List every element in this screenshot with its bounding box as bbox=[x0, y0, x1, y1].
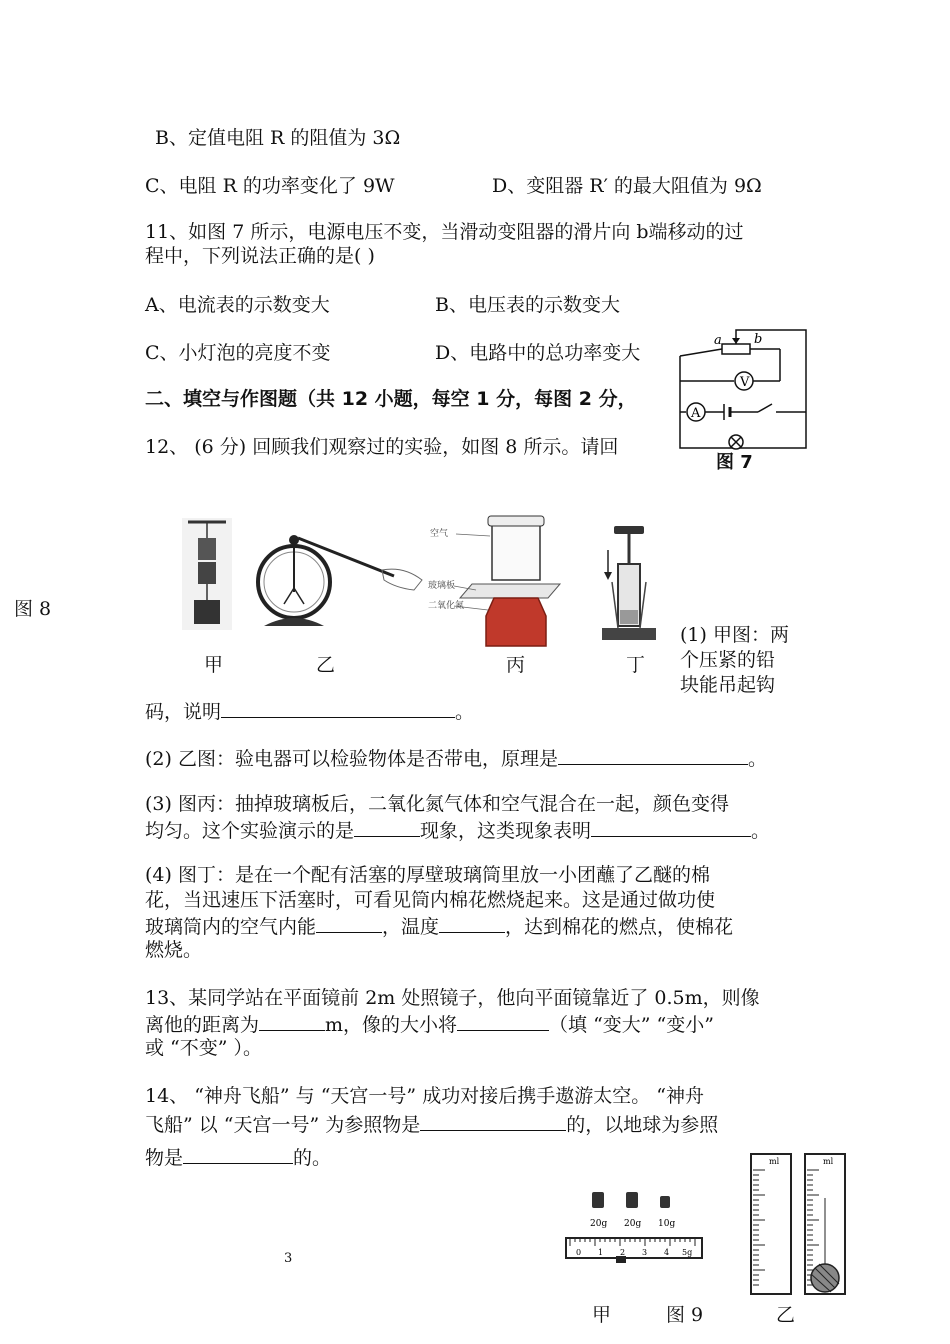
ammeter-label: A bbox=[691, 406, 701, 421]
scale-tick-1: 1 bbox=[598, 1248, 604, 1257]
q14-blank1[interactable] bbox=[420, 1110, 566, 1131]
q12-part1-line4 bbox=[145, 697, 474, 725]
q13-text3: （填 “变大” “变小” bbox=[549, 1014, 714, 1036]
bottle-label-air: 空气 bbox=[430, 529, 449, 539]
cylinder-unit-left: ml bbox=[769, 1157, 780, 1166]
q13-blank2[interactable] bbox=[457, 1010, 549, 1031]
q12-part2 bbox=[145, 744, 767, 772]
rheostat-label-a: a bbox=[714, 333, 722, 348]
weight-label-3: 10g bbox=[658, 1219, 676, 1229]
q12-part4-line3 bbox=[145, 912, 733, 940]
q14-line2 bbox=[145, 1110, 718, 1138]
q11-stem-line2: 程中，下列说法正确的是( ) bbox=[145, 245, 375, 267]
q12-part4-text2: ，温度 bbox=[382, 916, 440, 938]
q11-option-b: B、电压表的示数变大 bbox=[435, 294, 620, 316]
q12-part2-blank[interactable] bbox=[558, 744, 748, 765]
figure-8-label-bing: 丙 bbox=[506, 654, 526, 676]
figure-7-circuit bbox=[676, 326, 810, 452]
q12-part1-line2: 个压紧的铅 bbox=[680, 649, 776, 671]
figure-9-jia-balance bbox=[564, 1186, 704, 1266]
figure-9-caption-jia: 甲 bbox=[592, 1304, 612, 1326]
figure-8-label-yi: 乙 bbox=[316, 654, 336, 676]
q12-part4-blank2[interactable] bbox=[439, 912, 505, 933]
figure-8-bing-gas-bottles bbox=[428, 512, 568, 648]
q12-part3-text2: 现象，这类现象表明 bbox=[420, 820, 592, 842]
q12-part4-text3: ，达到棉花的燃点，使棉花 bbox=[505, 916, 734, 938]
q12-part3-blank1[interactable] bbox=[354, 816, 420, 837]
q12-part4-line1: (4) 图丁：是在一个配有活塞的厚壁玻璃筒里放一小团蘸了乙醚的棉 bbox=[145, 864, 710, 886]
q13-blank1[interactable] bbox=[259, 1010, 325, 1031]
q13-text2: m，像的大小将 bbox=[325, 1014, 458, 1036]
bottle-label-glass: 玻璃板 bbox=[428, 581, 456, 591]
q12-part1-line1: (1) 甲图：两 bbox=[680, 624, 789, 646]
page-number: 3 bbox=[284, 1251, 293, 1266]
q12-intro: 12、 (6 分) 回顾我们观察过的实验，如图 8 所示。请回 bbox=[145, 436, 619, 458]
q14-text3: 物是 bbox=[145, 1147, 184, 1169]
rheostat-label-b: b bbox=[754, 332, 763, 347]
q14-line3 bbox=[145, 1143, 331, 1171]
q13-line1: 13、某同学站在平面镜前 2m 处照镜子，他向平面镜靠近了 0.5m，则像 bbox=[145, 987, 760, 1009]
q12-part1-text: 码，说明 bbox=[145, 701, 222, 723]
figure-8-ding-fire-syringe bbox=[596, 520, 662, 644]
figure-8-jia-lead-blocks bbox=[182, 518, 232, 630]
weight-label-2: 20g bbox=[624, 1219, 642, 1229]
q14-text1: 飞船” 以 “天宫一号” 为参照物是 bbox=[145, 1114, 421, 1136]
q12-part3-line2 bbox=[145, 816, 770, 844]
q14-line1: 14、 “神舟飞船” 与 “天宫一号” 成功对接后携手遨游太空。 “神舟 bbox=[145, 1085, 704, 1107]
q12-part4-blank1[interactable] bbox=[316, 912, 382, 933]
figure-8-label-ding: 丁 bbox=[626, 654, 646, 676]
q11-stem-line1: 11、如图 7 所示，电源电压不变，当滑动变阻器的滑片向 b端移动的过 bbox=[145, 221, 744, 243]
voltmeter-label: V bbox=[740, 375, 750, 390]
figure-7-caption: 图 7 bbox=[716, 452, 753, 473]
figure-9-caption-yi: 乙 bbox=[776, 1304, 796, 1326]
q12-part2-period: 。 bbox=[747, 748, 767, 770]
q12-part3-period: 。 bbox=[751, 820, 771, 842]
q12-part3-blank2[interactable] bbox=[591, 816, 751, 837]
q10-option-c: C、电阻 R 的功率变化了 9W bbox=[145, 175, 395, 197]
q12-part3-line1: (3) 图丙：抽掉玻璃板后，二氧化氮气体和空气混合在一起，颜色变得 bbox=[145, 793, 729, 815]
figure-8-label-jia: 甲 bbox=[204, 654, 224, 676]
q12-part1-line3: 块能吊起钩 bbox=[680, 674, 776, 696]
q13-line2 bbox=[145, 1010, 714, 1038]
figure-9-yi-cylinders bbox=[745, 1148, 855, 1298]
section-2-heading: 二、填空与作图题（共 12 小题，每空 1 分，每图 2 分， bbox=[145, 388, 637, 410]
q14-blank2[interactable] bbox=[183, 1143, 293, 1164]
scale-tick-4: 4 bbox=[664, 1248, 670, 1257]
figure-9-caption: 图 9 bbox=[666, 1304, 704, 1326]
q11-option-a: A、电流表的示数变大 bbox=[145, 294, 330, 316]
q12-part4-text1: 玻璃筒内的空气内能 bbox=[145, 916, 317, 938]
q13-line3: 或 “不变” ）。 bbox=[145, 1037, 263, 1059]
bottle-label-no2: 二氧化氮 bbox=[428, 601, 465, 611]
q14-text2: 的，以地球为参照 bbox=[566, 1114, 719, 1136]
q11-option-c: C、小灯泡的亮度不变 bbox=[145, 342, 331, 364]
q10-option-d: D、变阻器 R′ 的最大阻值为 9Ω bbox=[492, 175, 762, 197]
scale-tick-0: 0 bbox=[576, 1248, 582, 1257]
figure-8-side-label: 图 8 bbox=[14, 598, 52, 620]
q12-part3-text1: 均匀。这个实验演示的是 bbox=[145, 820, 355, 842]
q11-option-d: D、电路中的总功率变大 bbox=[435, 342, 641, 364]
q12-part4-line4: 燃烧。 bbox=[145, 939, 203, 961]
q14-text4: 的。 bbox=[293, 1147, 332, 1169]
cylinder-unit-right: ml bbox=[823, 1157, 834, 1166]
q10-option-b: B、定值电阻 R 的阻值为 3Ω bbox=[155, 127, 401, 149]
q12-part1-blank[interactable] bbox=[221, 697, 455, 718]
weight-label-1: 20g bbox=[590, 1219, 608, 1229]
scale-tick-5: 5g bbox=[682, 1248, 693, 1257]
q13-text1: 离他的距离为 bbox=[145, 1014, 260, 1036]
scale-tick-2: 2 bbox=[620, 1248, 626, 1257]
q12-part4-line2: 花，当迅速压下活塞时，可看见筒内棉花燃烧起来。这是通过做功使 bbox=[145, 889, 716, 911]
q12-part1-period: 。 bbox=[455, 701, 475, 723]
figure-8-yi-electroscope bbox=[254, 522, 426, 632]
q12-part2-text: (2) 乙图：验电器可以检验物体是否带电，原理是 bbox=[145, 748, 558, 770]
scale-tick-3: 3 bbox=[642, 1248, 648, 1257]
